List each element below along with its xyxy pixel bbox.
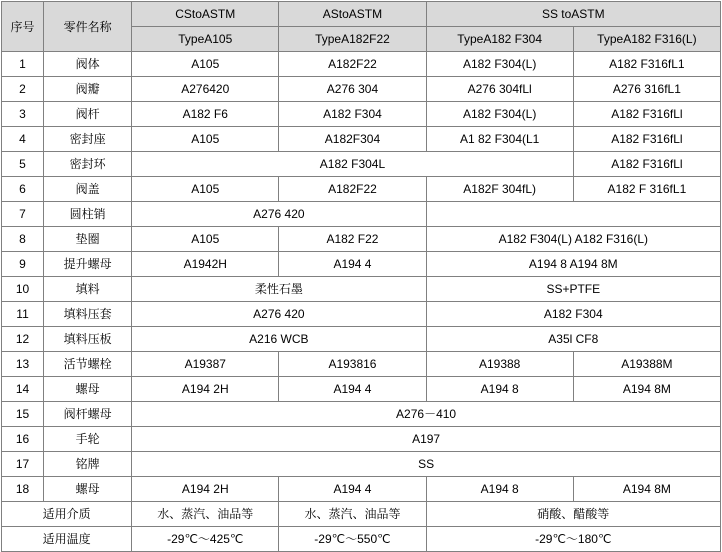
table-row [2,202,721,227]
footer-label: 适用介质 [2,502,132,527]
material-cell: A276 316fL1 [573,77,720,102]
material-cell: SS [132,452,721,477]
material-cell: A276 420 [132,202,426,227]
header-type-a182f304: TypeA182 F304 [426,27,573,52]
material-cell: A197 [132,427,721,452]
table-row [2,452,721,477]
part-name-cell: 填料压套 [44,302,132,327]
row-index: 15 [2,402,44,427]
header-cs-astm: CStoASTM [132,2,279,27]
material-cell: A194 2H [132,477,279,502]
row-index: 9 [2,252,44,277]
material-cell: A35l CF8 [426,327,720,352]
header-type-a105: TypeA105 [132,27,279,52]
part-name-cell: 螺母 [44,377,132,402]
material-cell: A276－410 [132,402,721,427]
material-cell: A182F22 [279,177,426,202]
part-name-cell: 填料压板 [44,327,132,352]
row-index: 7 [2,202,44,227]
header-as-astm: AStoASTM [279,2,426,27]
table-row [2,127,721,152]
table-row [2,102,721,127]
row-index: 13 [2,352,44,377]
material-cell: A182F22 [279,52,426,77]
footer-value-cell: 水、蒸汽、油品等 [279,502,426,527]
part-name-cell: 提升螺母 [44,252,132,277]
material-cell: A105 [132,227,279,252]
material-cell: A1942H [132,252,279,277]
table-header [2,2,721,52]
material-cell: A1 82 F304(L1 [426,127,573,152]
row-index: 14 [2,377,44,402]
part-name-cell: 圆柱销 [44,202,132,227]
row-index: 5 [2,152,44,177]
material-cell: A182 F 316fL1 [573,177,720,202]
part-name-cell: 阀杆螺母 [44,402,132,427]
row-index: 6 [2,177,44,202]
part-name-cell: 垫圈 [44,227,132,252]
row-index: 18 [2,477,44,502]
material-cell: A194 8 A194 8M [426,252,720,277]
table-row [2,77,721,102]
part-name-cell: 阀体 [44,52,132,77]
header-index: 序号 [2,2,44,52]
part-name-cell: 活节螺栓 [44,352,132,377]
material-cell: A194 4 [279,252,426,277]
row-index: 17 [2,452,44,477]
row-index: 1 [2,52,44,77]
row-index: 2 [2,77,44,102]
footer-value-cell: -29℃～425℃ [132,527,279,552]
material-cell: A19387 [132,352,279,377]
material-cell: A276 420 [132,302,426,327]
material-cell: A182 F304(L) A182 F316(L) [426,227,720,252]
footer-value-cell: -29℃～550℃ [279,527,426,552]
table-row [2,152,721,177]
row-index: 11 [2,302,44,327]
material-cell: A182 F304(L) [426,102,573,127]
material-cell: A194 4 [279,377,426,402]
material-cell: A182 F316fLl [573,152,720,177]
table-body [2,52,721,552]
material-cell: A216 WCB [132,327,426,352]
table-row [2,327,721,352]
part-name-cell: 手轮 [44,427,132,452]
part-name-cell: 阀盖 [44,177,132,202]
material-cell: A182 F304L [132,152,574,177]
part-name-cell: 螺母 [44,477,132,502]
footer-label: 适用温度 [2,527,132,552]
table-row [2,52,721,77]
header-type-a182f316: TypeA182 F316(L) [573,27,720,52]
valve-material-spec-table [1,1,721,552]
row-index: 10 [2,277,44,302]
table-row [2,302,721,327]
material-cell: A182 F316fLl [573,102,720,127]
material-cell: A182 F316fLl [573,127,720,152]
part-name-cell: 密封环 [44,152,132,177]
table-row [2,177,721,202]
material-cell: A194 8M [573,477,720,502]
material-cell: 柔性石墨 [132,277,426,302]
row-index: 12 [2,327,44,352]
header-type-a182f22: TypeA182F22 [279,27,426,52]
part-name-cell: 密封座 [44,127,132,152]
material-cell: A276 304fLl [426,77,573,102]
header-ss-astm: SS toASTM [426,2,720,27]
header-row-standards [2,2,721,27]
footer-value-cell: 水、蒸汽、油品等 [132,502,279,527]
row-index: 3 [2,102,44,127]
material-cell: A182 F316fL1 [573,52,720,77]
material-cell: A276 304 [279,77,426,102]
row-index: 8 [2,227,44,252]
material-cell: A182 F22 [279,227,426,252]
material-cell: A194 8 [426,477,573,502]
material-cell: A276420 [132,77,279,102]
row-index: 16 [2,427,44,452]
table-row [2,352,721,377]
part-name-cell: 铭牌 [44,452,132,477]
material-cell: A19388M [573,352,720,377]
table-row [2,427,721,452]
material-cell: A19388 [426,352,573,377]
material-cell: A182 F6 [132,102,279,127]
table-row [2,227,721,252]
material-cell: SS+PTFE [426,277,720,302]
material-cell: A182 F304 [426,302,720,327]
material-cell [426,202,720,227]
material-cell: A105 [132,127,279,152]
footer-value-cell: 硝酸、醋酸等 [426,502,720,527]
material-cell: A194 4 [279,477,426,502]
material-cell: A194 8 [426,377,573,402]
material-cell: A182F 304fL) [426,177,573,202]
footer-row [2,502,721,527]
material-cell: A105 [132,177,279,202]
table-row [2,402,721,427]
material-cell: A182 F304(L) [426,52,573,77]
row-index: 4 [2,127,44,152]
table-row [2,277,721,302]
material-cell: A182F304 [279,127,426,152]
footer-value-cell: -29℃～180℃ [426,527,720,552]
part-name-cell: 填料 [44,277,132,302]
part-name-cell: 阀瓣 [44,77,132,102]
material-cell: A194 2H [132,377,279,402]
footer-row [2,527,721,552]
material-cell: A194 8M [573,377,720,402]
header-part-name: 零件名称 [44,2,132,52]
table-row [2,377,721,402]
material-cell: A182 F304 [279,102,426,127]
table-row [2,477,721,502]
material-cell: A193816 [279,352,426,377]
table-row [2,252,721,277]
material-cell: A105 [132,52,279,77]
part-name-cell: 阀杆 [44,102,132,127]
